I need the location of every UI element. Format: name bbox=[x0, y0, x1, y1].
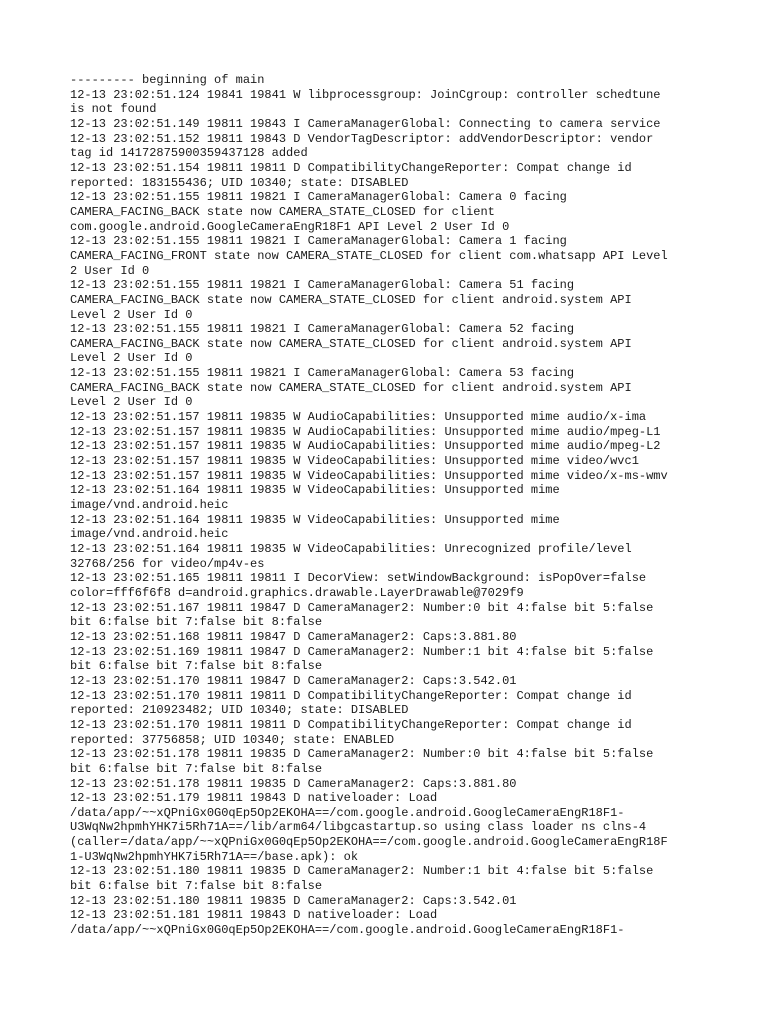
log-line: 12-13 23:02:51.181 19811 19843 D nativeloader: Load bbox=[70, 908, 438, 923]
log-line: 12-13 23:02:51.157 19811 19835 W AudioCapabilities: Unsupported mime audio/mpeg-L2 bbox=[70, 439, 661, 454]
log-line: /data/app/~~xQPniGx0G0qEp5Op2EKOHA==/com.google.android.GoogleCameraEngR18F1- bbox=[70, 923, 625, 938]
log-line: bit 6:false bit 7:false bit 8:false bbox=[70, 879, 323, 894]
log-line: 12-13 23:02:51.170 19811 19847 D CameraManager2: Caps:3.542.01 bbox=[70, 673, 517, 688]
log-line: CAMERA_FACING_BACK state now CAMERA_STATE_CLOSED for client android.system API bbox=[70, 336, 632, 351]
log-line: reported: 37756858; UID 10340; state: ENABLED bbox=[70, 732, 395, 747]
log-line: 12-13 23:02:51.167 19811 19847 D CameraManager2: Number:0 bit 4:false bit 5:false bbox=[70, 600, 654, 615]
log-line: image/vnd.android.heic bbox=[70, 498, 229, 513]
log-line: reported: 183155436; UID 10340; state: DISABLED bbox=[70, 175, 409, 190]
log-document bbox=[70, 73, 710, 938]
log-line: 12-13 23:02:51.155 19811 19821 I CameraManagerGlobal: Camera 51 facing bbox=[70, 278, 575, 293]
log-line: CAMERA_FACING_BACK state now CAMERA_STATE_CLOSED for client android.system API bbox=[70, 380, 632, 395]
log-line: image/vnd.android.heic bbox=[70, 527, 229, 542]
log-line: 12-13 23:02:51.180 19811 19835 D CameraManager2: Number:1 bit 4:false bit 5:false bbox=[70, 864, 654, 879]
log-line: reported: 210923482; UID 10340; state: DISABLED bbox=[70, 703, 409, 718]
log-line: 12-13 23:02:51.155 19811 19821 I CameraManagerGlobal: Camera 52 facing bbox=[70, 322, 575, 337]
log-line: 12-13 23:02:51.170 19811 19811 D CompatibilityChangeReporter: Compat change id bbox=[70, 688, 632, 703]
log-line: tag id 14172875900359437128 added bbox=[70, 146, 308, 161]
log-line: (caller=/data/app/~~xQPniGx0G0qEp5Op2EKOHA==/com.google.android.GoogleCameraEngR18F bbox=[70, 835, 668, 850]
log-line: 2 User Id 0 bbox=[70, 263, 150, 278]
log-line: bit 6:false bit 7:false bit 8:false bbox=[70, 761, 323, 776]
log-line: 12-13 23:02:51.168 19811 19847 D CameraManager2: Caps:3.881.80 bbox=[70, 629, 517, 644]
log-line: U3WqNw2hpmhYHK7i5Rh71A==/lib/arm64/libgcastartup.so using class loader ns clns-4 bbox=[70, 820, 647, 835]
log-line: 12-13 23:02:51.157 19811 19835 W AudioCapabilities: Unsupported mime audio/mpeg-L1 bbox=[70, 424, 661, 439]
log-line: 12-13 23:02:51.178 19811 19835 D CameraManager2: Caps:3.881.80 bbox=[70, 776, 517, 791]
log-line: 12-13 23:02:51.157 19811 19835 W AudioCapabilities: Unsupported mime audio/x-ima bbox=[70, 410, 647, 425]
log-line: 12-13 23:02:51.155 19811 19821 I CameraManagerGlobal: Camera 0 facing bbox=[70, 190, 567, 205]
log-line: 12-13 23:02:51.149 19811 19843 I CameraManagerGlobal: Connecting to camera service bbox=[70, 116, 661, 131]
log-line: 12-13 23:02:51.170 19811 19811 D CompatibilityChangeReporter: Compat change id bbox=[70, 717, 632, 732]
log-line: 12-13 23:02:51.155 19811 19821 I CameraManagerGlobal: Camera 53 facing bbox=[70, 366, 575, 381]
log-line: is not found bbox=[70, 102, 157, 117]
log-line: 12-13 23:02:51.157 19811 19835 W VideoCapabilities: Unsupported mime video/x-ms-wmv bbox=[70, 468, 668, 483]
log-line: 12-13 23:02:51.124 19841 19841 W libprocessgroup: JoinCgroup: controller schedtune bbox=[70, 87, 661, 102]
log-line: color=fff6f6f8 d=android.graphics.drawable.LayerDrawable@7029f9 bbox=[70, 585, 524, 600]
log-line: CAMERA_FACING_FRONT state now CAMERA_STATE_CLOSED for client com.whatsapp API Level bbox=[70, 248, 668, 263]
log-line: 12-13 23:02:51.180 19811 19835 D CameraManager2: Caps:3.542.01 bbox=[70, 893, 517, 908]
log-line: 12-13 23:02:51.178 19811 19835 D CameraManager2: Number:0 bit 4:false bit 5:false bbox=[70, 747, 654, 762]
log-line: 12-13 23:02:51.179 19811 19843 D nativeloader: Load bbox=[70, 791, 438, 806]
log-line: bit 6:false bit 7:false bit 8:false bbox=[70, 659, 323, 674]
log-line: 12-13 23:02:51.164 19811 19835 W VideoCapabilities: Unsupported mime bbox=[70, 483, 560, 498]
log-line: 12-13 23:02:51.155 19811 19821 I CameraManagerGlobal: Camera 1 facing bbox=[70, 234, 567, 249]
log-line: 12-13 23:02:51.152 19811 19843 D VendorTagDescriptor: addVendorDescriptor: vendor bbox=[70, 131, 654, 146]
log-line: Level 2 User Id 0 bbox=[70, 395, 193, 410]
log-line: 12-13 23:02:51.154 19811 19811 D CompatibilityChangeReporter: Compat change id bbox=[70, 160, 632, 175]
log-line: 12-13 23:02:51.164 19811 19835 W VideoCapabilities: Unsupported mime bbox=[70, 512, 560, 527]
log-line: 12-13 23:02:51.165 19811 19811 I DecorView: setWindowBackground: isPopOver=false bbox=[70, 571, 647, 586]
log-line: com.google.android.GoogleCameraEngR18F1 API Level 2 User Id 0 bbox=[70, 219, 510, 234]
log-line: 12-13 23:02:51.164 19811 19835 W VideoCapabilities: Unrecognized profile/level bbox=[70, 542, 632, 556]
log-line: CAMERA_FACING_BACK state now CAMERA_STATE_CLOSED for client bbox=[70, 204, 495, 219]
log-line: --------- beginning of main bbox=[70, 73, 265, 87]
log-line: 12-13 23:02:51.169 19811 19847 D CameraManager2: Number:1 bit 4:false bit 5:false bbox=[70, 644, 654, 659]
log-line: Level 2 User Id 0 bbox=[70, 307, 193, 322]
log-line: 1-U3WqNw2hpmhYHK7i5Rh71A==/base.apk): ok bbox=[70, 849, 359, 864]
log-line: Level 2 User Id 0 bbox=[70, 351, 193, 366]
log-line: 32768/256 for video/mp4v-es bbox=[70, 556, 265, 571]
log-line: 12-13 23:02:51.157 19811 19835 W VideoCapabilities: Unsupported mime video/wvc1 bbox=[70, 454, 639, 469]
log-line: /data/app/~~xQPniGx0G0qEp5Op2EKOHA==/com.google.android.GoogleCameraEngR18F1- bbox=[70, 805, 625, 820]
log-line: CAMERA_FACING_BACK state now CAMERA_STATE_CLOSED for client android.system API bbox=[70, 292, 632, 307]
log-line: bit 6:false bit 7:false bit 8:false bbox=[70, 615, 323, 630]
